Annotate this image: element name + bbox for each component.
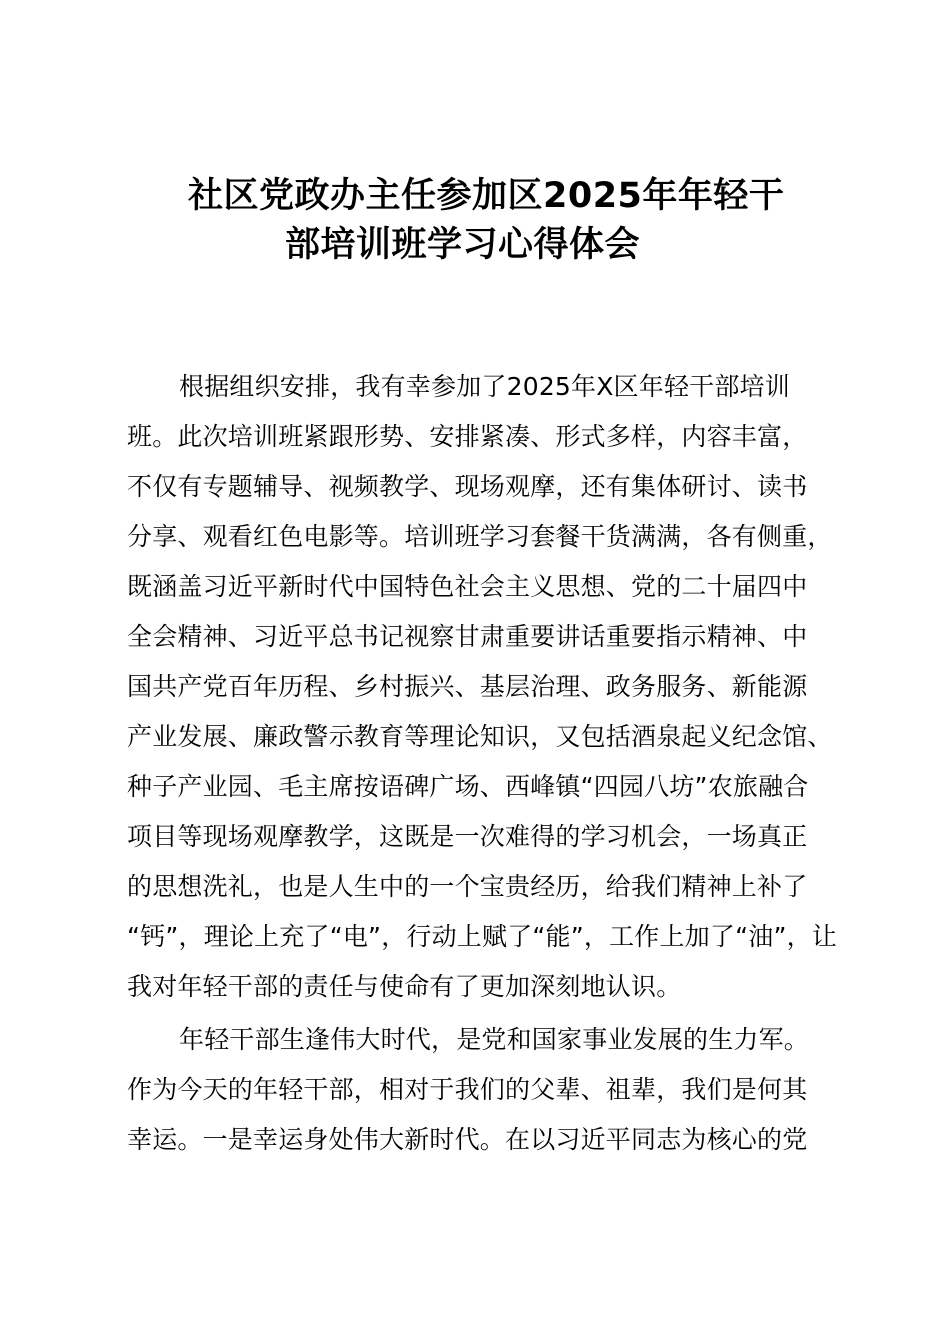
text-line: 产业发展、廉政警示教育等理论知识，又包括酒泉起义纪念馆、 — [127, 722, 833, 751]
document-title-line-2: 部培训班学习心得体会 — [285, 225, 641, 265]
text-line: 项目等现场观摩教学，这既是一次难得的学习机会，一场真正 — [127, 822, 808, 851]
document-body — [127, 362, 847, 1165]
text-line: 的思想洗礼，也是人生中的一个宝贵经历，给我们精神上补了 — [127, 872, 808, 901]
text-line: 我对年轻干部的责任与使命有了更加深刻地认识。 — [127, 972, 682, 1001]
text-line: 班。此次培训班紧跟形势、安排紧凑、形式多样，内容丰富， — [127, 422, 808, 451]
text-line: 国共产党百年历程、乡村振兴、基层治理、政务服务、新能源 — [127, 672, 808, 701]
text-line: 年轻干部生逢伟大时代，是党和国家事业发展的生力军。 — [179, 1025, 810, 1054]
text-line: 全会精神、习近平总书记视察甘肃重要讲话重要指示精神、中 — [127, 622, 808, 651]
paragraph-2 — [127, 1015, 847, 1165]
text-line: 种子产业园、毛主席按语碑广场、西峰镇“四园八坊”农旅融合 — [127, 772, 809, 801]
text-line: 幸运。一是幸运身处伟大新时代。在以习近平同志为核心的党 — [127, 1125, 808, 1154]
document-title-line-1: 社区党政办主任参加区2025年年轻干 — [188, 176, 785, 216]
text-line: “钙”，理论上充了“电”，行动上赋了“能”，工作上加了“油”，让 — [127, 922, 838, 951]
text-line: 分享、观看红色电影等。培训班学习套餐干货满满，各有侧重， — [127, 522, 833, 551]
text-line: 不仅有专题辅导、视频教学、现场观摩，还有集体研讨、读书 — [127, 472, 808, 501]
text-line: 既涵盖习近平新时代中国特色社会主义思想、党的二十届四中 — [127, 572, 808, 601]
text-line: 根据组织安排，我有幸参加了2025年X区年轻干部培训 — [179, 372, 790, 401]
paragraph-1 — [127, 362, 847, 1012]
text-line: 作为今天的年轻干部，相对于我们的父辈、祖辈，我们是何其 — [127, 1075, 808, 1104]
